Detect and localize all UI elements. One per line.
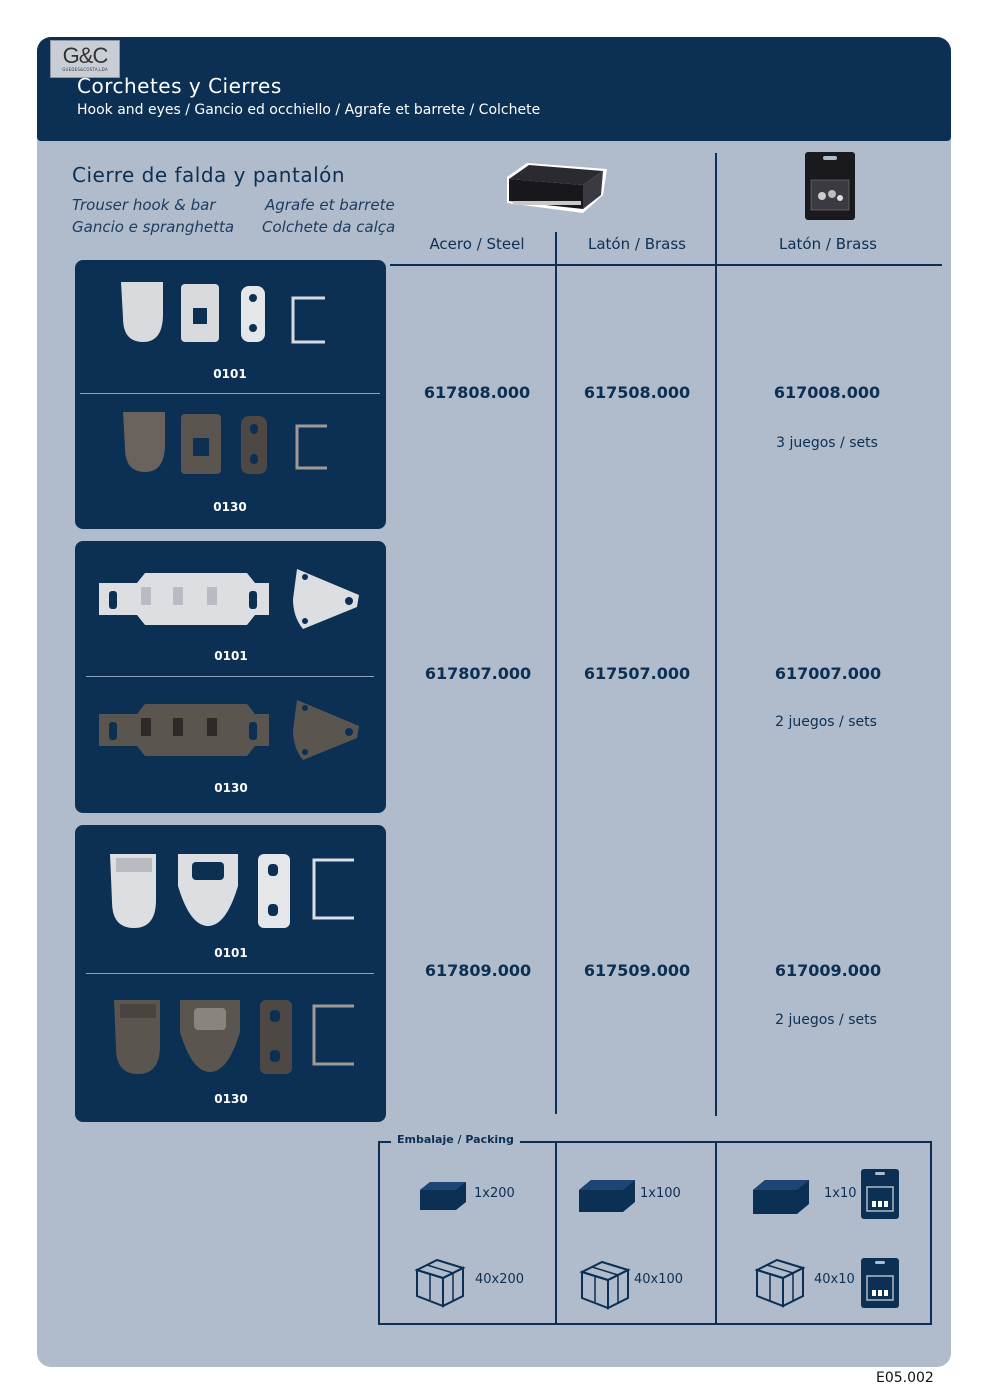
carton-icon (580, 1260, 630, 1310)
column-divider-1 (555, 232, 557, 1114)
page-title: Corchetes y Cierres (77, 74, 282, 98)
panel-divider (86, 676, 374, 677)
trouser-hook-silver-icon (106, 850, 360, 930)
bar-hook-silver-icon (97, 567, 367, 631)
trouser-hook-dark-icon (110, 996, 364, 1076)
ref-steel-row-2: 617807.000 (424, 664, 532, 683)
brand-logo (50, 40, 120, 78)
brand-box-icon (503, 155, 609, 219)
column-header-brass-blister: Latón / Brass (779, 235, 877, 253)
ref-blister-row-3: 617009.000 (774, 961, 882, 980)
carton-icon (755, 1258, 805, 1308)
ref-steel-row-1: 617808.000 (423, 383, 531, 402)
small-box-icon (751, 1178, 811, 1216)
pack-inner-qty: 1x100 (640, 1186, 681, 1201)
section-subtitle-fr: Agrafe et barrete (265, 196, 395, 214)
packing-legend: Embalaje / Packing (391, 1133, 520, 1146)
ref-brass-row-2: 617507.000 (583, 664, 691, 683)
blister-pack-icon (861, 1258, 899, 1308)
column-divider-2 (715, 153, 717, 1116)
page-subtitle: Hook and eyes / Gancio ed occhiello / Agrafe et barrete / Colchete (77, 102, 541, 118)
finish-code-label: 0130 (213, 500, 247, 514)
small-box-icon (418, 1180, 468, 1212)
packing-divider-2 (715, 1141, 717, 1325)
panel-divider (80, 393, 380, 394)
sets-row-1: 3 juegos / sets (776, 435, 878, 451)
sets-row-2: 2 juegos / sets (775, 714, 877, 730)
column-header-brass: Latón / Brass (588, 235, 686, 253)
pack-inner-qty: 1x200 (474, 1186, 515, 1201)
logo-subtext: GUEDES&COSTA,LDA (62, 67, 108, 72)
pack-outer-qty: 40x10 (814, 1272, 855, 1287)
pack-outer-qty: 40x100 (634, 1272, 684, 1287)
ref-blister-row-2: 617007.000 (774, 664, 882, 683)
ref-steel-row-3: 617809.000 (424, 961, 532, 980)
packing-divider-1 (555, 1141, 557, 1325)
section-subtitle-en: Trouser hook & bar (72, 196, 216, 214)
finish-code-label: 0101 (214, 946, 248, 960)
pack-inner-qty: 1x10 (824, 1186, 857, 1201)
pack-outer-qty: 40x200 (475, 1272, 525, 1287)
bar-hook-dark-icon (97, 698, 367, 762)
finish-code-label: 0130 (214, 781, 248, 795)
blister-card-icon (805, 152, 855, 220)
logo-text: G&C (62, 43, 108, 68)
hook-set-silver-icon (115, 278, 335, 348)
ref-brass-row-1: 617508.000 (583, 383, 691, 402)
section-subtitle-pt: Colchete da calça (262, 218, 396, 236)
sets-row-3: 2 juegos / sets (775, 1012, 877, 1028)
section-subtitle-it: Gancio e spranghetta (72, 218, 235, 236)
hook-set-dark-icon (115, 408, 335, 478)
finish-code-label: 0101 (214, 649, 248, 663)
ref-blister-row-1: 617008.000 (773, 383, 881, 402)
column-header-steel: Acero / Steel (429, 235, 525, 253)
section-title: Cierre de falda y pantalón (72, 163, 346, 187)
finish-code-label: 0101 (213, 367, 247, 381)
ref-brass-row-3: 617509.000 (583, 961, 691, 980)
table-header-rule (390, 264, 942, 266)
page-code: E05.002 (876, 1370, 934, 1386)
panel-divider (86, 973, 374, 974)
blister-pack-icon (861, 1169, 899, 1219)
finish-code-label: 0130 (214, 1092, 248, 1106)
small-box-icon (577, 1178, 637, 1214)
carton-icon (415, 1258, 465, 1308)
